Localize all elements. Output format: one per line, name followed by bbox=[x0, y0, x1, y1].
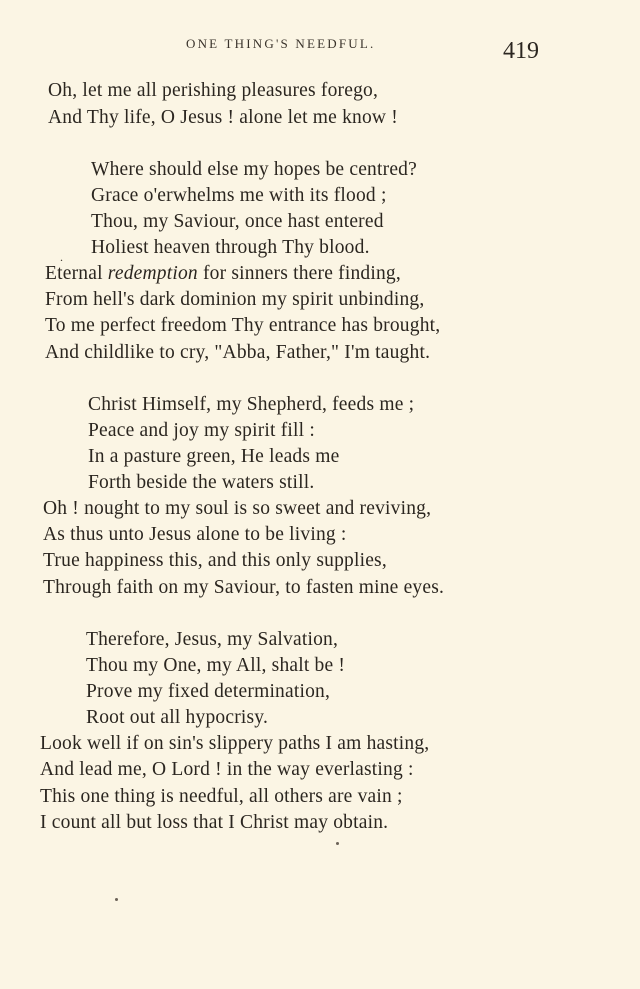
verse-line: Oh ! nought to my soul is so sweet and reviving, bbox=[43, 498, 432, 519]
verse-line: Root out all hypocrisy. bbox=[86, 707, 269, 728]
verse-line: I count all but loss that I Christ may obtain. bbox=[40, 812, 389, 833]
verse-line: Therefore, Jesus, my Salvation, bbox=[86, 629, 339, 650]
verse-line-rest: for sinners there finding, bbox=[202, 263, 401, 284]
verse-line: Thou my One, my All, shalt be ! bbox=[86, 655, 346, 676]
print-speck bbox=[336, 842, 339, 845]
verse-line: Look well if on sin's slippery paths I am hasting, bbox=[40, 733, 430, 754]
verse-line: As thus unto Jesus alone to be living : bbox=[43, 524, 347, 545]
verse-line: Where should else my hopes be centred? bbox=[91, 159, 417, 180]
verse-line: In a pasture green, He leads me bbox=[88, 446, 340, 467]
verse-line: Thou, my Saviour, once hast entered bbox=[91, 211, 384, 232]
verse-line: Grace o'erwhelms me with its flood ; bbox=[91, 185, 387, 206]
verse-line: True happiness this, and this only supplies, bbox=[43, 550, 387, 571]
verse-line: From hell's dark dominion my spirit unbinding, bbox=[45, 289, 425, 310]
page-number: 419 bbox=[503, 38, 539, 64]
print-speck bbox=[115, 898, 118, 901]
verse-line: Peace and joy my spirit fill : bbox=[88, 420, 315, 441]
verse-line: Prove my fixed determination, bbox=[86, 681, 331, 702]
verse-line: Holiest heaven through Thy blood. bbox=[91, 237, 370, 258]
italic-word: redemption bbox=[107, 263, 198, 284]
verse-word: Eternal bbox=[45, 263, 103, 284]
verse-line: And childlike to cry, "Abba, Father," I'm taught. bbox=[45, 342, 431, 363]
verse-line: This one thing is needful, all others are vain ; bbox=[40, 786, 403, 807]
verse-line: Oh, let me all perishing pleasures forego, bbox=[48, 80, 379, 101]
margin-dot: . bbox=[60, 250, 63, 264]
verse-line bbox=[45, 263, 401, 285]
verse-line: And Thy life, O Jesus ! alone let me know ! bbox=[48, 107, 398, 128]
verse-line: Through faith on my Saviour, to fasten mine eyes. bbox=[43, 577, 445, 598]
verse-line: Christ Himself, my Shepherd, feeds me ; bbox=[88, 394, 415, 415]
verse-line: And lead me, O Lord ! in the way everlasting : bbox=[40, 759, 414, 780]
verse-line: To me perfect freedom Thy entrance has brought, bbox=[45, 315, 441, 336]
running-head: ONE THING'S NEEDFUL. bbox=[186, 36, 376, 51]
verse-line: Forth beside the waters still. bbox=[88, 472, 315, 493]
